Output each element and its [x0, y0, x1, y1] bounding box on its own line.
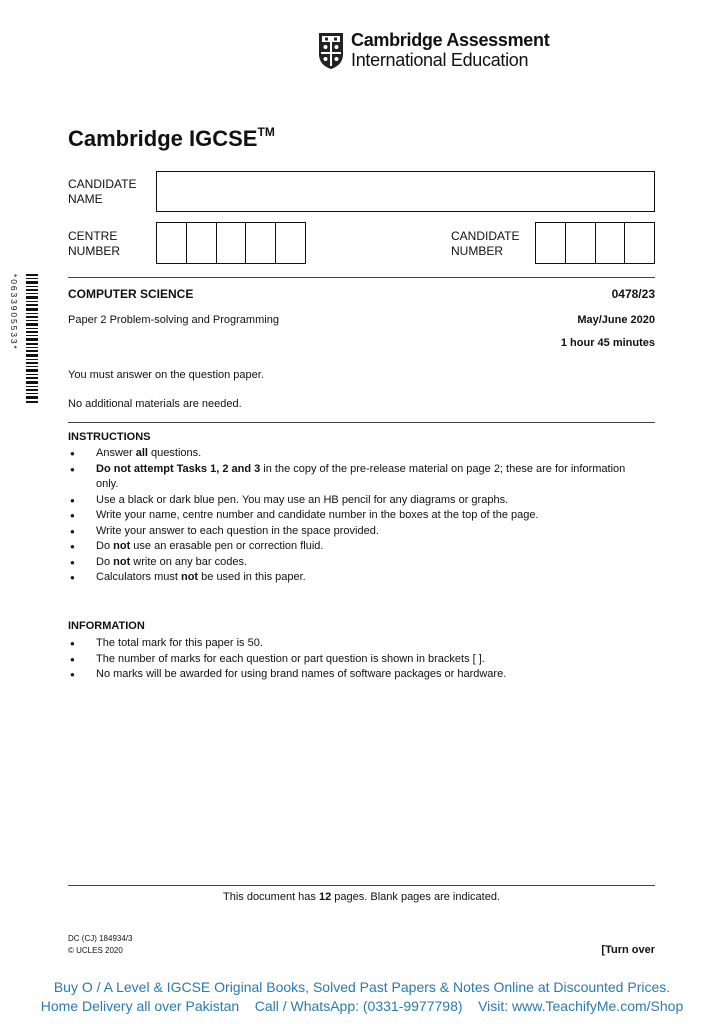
- instruction-text-a: Use a black or dark blue pen. You may use an HB pencil for any diagrams or graphs.: [96, 493, 509, 506]
- page-count-number: 12: [318, 891, 332, 903]
- centre-number-cell[interactable]: [246, 223, 276, 263]
- trademark: TM: [257, 124, 275, 139]
- instruction-text-c: use an erasable pen or correction fluid.: [130, 540, 324, 552]
- instruction-item: [70, 446, 630, 462]
- turn-over-label: [Turn over: [601, 944, 655, 956]
- cambridge-logo: [318, 30, 558, 74]
- information-item: ● The number of marks for each question or part question is shown in brackets [ ].: [70, 652, 630, 668]
- candidate-name-label-l2: NAME: [68, 192, 103, 206]
- divider-middle: [68, 422, 655, 423]
- centre-number-boxes[interactable]: [156, 222, 306, 264]
- instruction-item: [70, 524, 630, 540]
- instruction-item: [70, 462, 630, 493]
- promo-line1: Buy O / A Level & IGCSE Original Books, Solved Past Papers & Notes Online at Discounted Prices.: [53, 979, 671, 995]
- page-count-note: [68, 891, 655, 903]
- information-item: ● No marks will be awarded for using brand names of software packages or hardware.: [70, 667, 630, 683]
- instruction-item: [70, 493, 630, 509]
- centre-number-cell[interactable]: [217, 223, 247, 263]
- candidate-name-box[interactable]: [156, 171, 655, 212]
- instruction-item: [70, 508, 630, 524]
- candidate-number-cell[interactable]: [536, 223, 566, 263]
- promo-line2: Home Delivery all over Pakistan Call / WhatsApp: (0331-9977798) Visit: www.TeachifyMe.com/Shop: [40, 998, 684, 1014]
- instruction-text-b: all: [135, 447, 148, 459]
- materials-note: No additional materials are needed.: [68, 398, 242, 410]
- instruction-text-c: in the copy of the pre-release material on page 2; these are for information only.: [96, 462, 626, 490]
- instruction-text-a: Calculators must: [96, 571, 181, 583]
- instruction-item: [70, 570, 630, 586]
- instruction-item: [70, 539, 630, 555]
- instruction-text-a: Write your answer to each question in the space provided.: [96, 524, 379, 537]
- information-heading: INFORMATION: [68, 620, 145, 632]
- instruction-text-c: questions.: [147, 447, 202, 459]
- candidate-number-cell[interactable]: [625, 223, 654, 263]
- candidate-name-label: [68, 177, 136, 207]
- org-name-line2: International Education: [351, 50, 529, 70]
- subject-title: COMPUTER SCIENCE: [68, 287, 194, 301]
- promo-banner: [0, 978, 724, 1016]
- barcode-text: *0633905533*: [9, 274, 19, 351]
- page-count-text-a: This document has: [222, 891, 319, 903]
- information-item: ● The total mark for this paper is 50.: [70, 636, 630, 652]
- candidate-name-label-l1: CANDIDATE: [68, 177, 137, 191]
- instruction-text-a: Do: [96, 540, 114, 552]
- instruction-text-b: Do not attempt Tasks 1, 2 and 3: [96, 462, 261, 475]
- information-list: [70, 636, 630, 683]
- candidate-number-label-l2: NUMBER: [451, 244, 504, 258]
- candidate-number-label: [451, 229, 519, 259]
- instruction-text-b: not: [113, 540, 131, 552]
- qualification-title: [68, 126, 275, 152]
- candidate-number-boxes[interactable]: [535, 222, 655, 264]
- instruction-item: [70, 555, 630, 571]
- exam-session: May/June 2020: [577, 314, 655, 326]
- instruction-text-a: Write your name, centre number and candidate number in the boxes at the top of the page.: [96, 509, 539, 521]
- centre-number-cell[interactable]: [187, 223, 217, 263]
- syllabus-code: 0478/23: [611, 287, 655, 301]
- page-count-text-b: pages. Blank pages are indicated.: [331, 891, 501, 903]
- exam-duration: 1 hour 45 minutes: [560, 337, 655, 349]
- instructions-list: [70, 446, 630, 586]
- cambridge-crest-icon: [318, 32, 344, 70]
- centre-number-label-l1: CENTRE: [68, 229, 118, 243]
- instruction-text-a: Answer: [96, 447, 136, 459]
- centre-number-cell[interactable]: [157, 223, 187, 263]
- candidate-number-label-l1: CANDIDATE: [451, 229, 520, 243]
- answer-note: You must answer on the question paper.: [68, 369, 264, 381]
- centre-number-label: [68, 229, 120, 259]
- document-reference: DC (CJ) 184934/3: [68, 934, 133, 943]
- barcode: [26, 274, 38, 404]
- divider-top: [68, 277, 655, 278]
- copyright-notice: © UCLES 2020: [68, 946, 123, 955]
- barcode-text-wrap: [5, 274, 19, 404]
- centre-number-cell[interactable]: [276, 223, 305, 263]
- paper-title: Paper 2 Problem-solving and Programming: [68, 314, 279, 326]
- divider-bottom: [68, 885, 655, 886]
- qualification-name: Cambridge IGCSE: [68, 126, 258, 151]
- instruction-text-a: Do: [96, 555, 114, 568]
- instruction-text-b: not: [180, 571, 199, 583]
- org-name-line1: Cambridge Assessment: [351, 30, 550, 50]
- candidate-number-cell[interactable]: [596, 223, 626, 263]
- instruction-text-b: not: [113, 555, 131, 568]
- instruction-text-c: be used in this paper.: [198, 571, 306, 583]
- centre-number-label-l2: NUMBER: [68, 244, 121, 258]
- instruction-text-c: write on any bar codes.: [130, 555, 248, 568]
- candidate-number-cell[interactable]: [566, 223, 596, 263]
- instructions-heading: INSTRUCTIONS: [68, 431, 151, 443]
